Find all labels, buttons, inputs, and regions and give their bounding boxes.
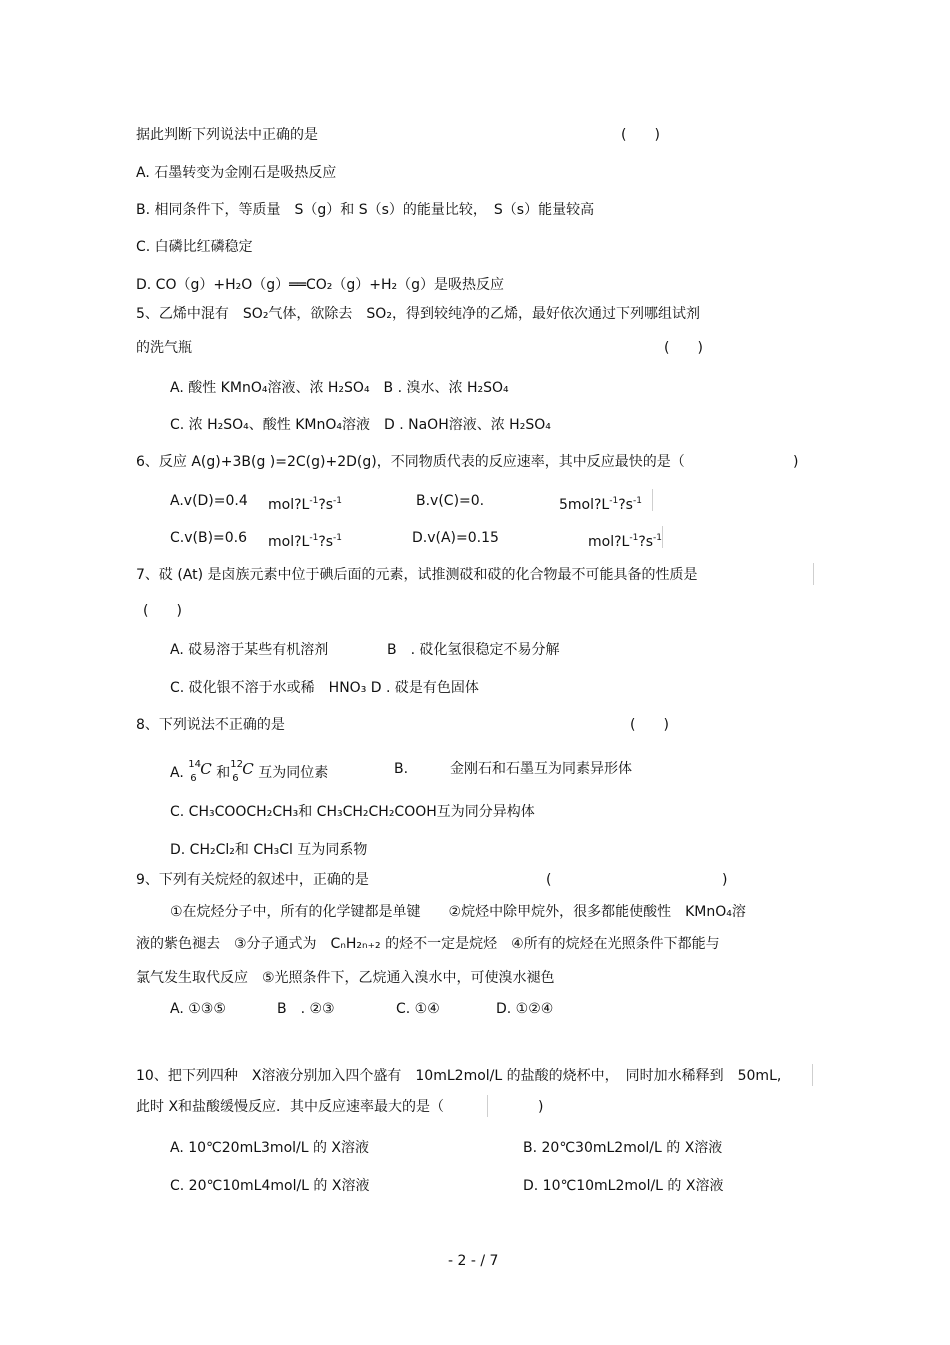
answer-paren: ( ): [664, 340, 703, 356]
answer-paren-close: ): [722, 872, 728, 888]
scan-divider: [652, 489, 653, 511]
option-c-label: C.v(B)=0.6: [170, 530, 248, 546]
option-d: D. CH₂Cl₂和 CH₃Cl 互为同系物: [170, 842, 368, 858]
option-a: A. 砹易溶于某些有机溶剂: [170, 642, 329, 658]
options-cd: C. 砹化银不溶于水或稀 HNO₃ D . 砹是有色固体: [170, 680, 479, 696]
option-b: B . ②③: [277, 1001, 335, 1017]
scan-divider: [662, 526, 663, 548]
statement-line: 液的紫色褪去 ③分子通式为 CₙH₂ₙ₊₂ 的烃不一定是烷烃 ④所有的烷烃在光照条件下都能与: [136, 936, 720, 952]
question-6-stem: 6、反应 A(g)+3B(g )=2C(g)+2D(g)，不同物质代表的反应速率，其中反应最快的是（: [136, 454, 685, 470]
isotope-c14: 14 6 C: [188, 759, 212, 784]
option-b-unit: $5mol?L^{-1}?s^{-1}$: [559, 496, 642, 513]
option-b-label: B.v(C)=0.: [416, 493, 485, 509]
option-b: B . 砹化氢很稳定不易分解: [387, 642, 560, 658]
isotope-c12: 12 6 C: [230, 759, 254, 784]
answer-paren-close: ): [793, 454, 799, 470]
statement-line: ①在烷烃分子中，所有的化学键都是单键 ②烷烃中除甲烷外，很多都能使酸性 KMnO₄溶: [170, 904, 746, 920]
question-stem: 据此判断下列说法中正确的是: [136, 127, 318, 143]
option-c: C. 白磷比红磷稳定: [136, 239, 253, 255]
question-7-stem: 7、砹 (At) 是卤族元素中位于碘后面的元素，试推测砹和砹的化合物最不可能具备的性质是: [136, 567, 698, 583]
answer-paren: ( ): [630, 717, 669, 733]
scan-divider: [813, 563, 814, 585]
option-b: B. 金刚石和石墨互为同素异形体: [394, 761, 633, 777]
page-number: - 2 - / 7: [448, 1253, 499, 1269]
option-b: B. 20℃30mL2mol/L 的 X溶液: [523, 1140, 723, 1156]
question-5-stem-cont: 的洗气瓶: [136, 340, 192, 356]
option-a-unit: $mol?L^{-1}?s^{-1}$: [268, 496, 343, 513]
option-a: A. 10℃20mL3mol/L 的 X溶液: [170, 1140, 370, 1156]
answer-paren-close: ): [538, 1099, 544, 1115]
option-c-unit: $mol?L^{-1}?s^{-1}$: [268, 533, 343, 550]
option-a: A. ①③⑤: [170, 1001, 226, 1017]
option-a: A. 石墨转变为金刚石是吸热反应: [136, 165, 337, 181]
scan-divider: [812, 1064, 813, 1086]
question-9-stem: 9、下列有关烷烃的叙述中，正确的是: [136, 872, 369, 888]
option-c: C. 20℃10mL4mol/L 的 X溶液: [170, 1178, 370, 1194]
answer-paren-open: (: [546, 872, 552, 888]
question-8-stem: 8、下列说法不正确的是: [136, 717, 285, 733]
question-10-stem-cont: 此时 X和盐酸缓慢反应．其中反应速率最大的是（: [136, 1099, 445, 1115]
scan-divider: [487, 1095, 488, 1117]
option-b: B. 相同条件下，等质量 S（g）和 S（s）的能量比较， S（s）能量较高: [136, 202, 595, 218]
option-d-label: D.v(A)=0.15: [412, 530, 499, 546]
option-c: C. CH₃COOCH₂CH₃和 CH₃CH₂CH₂COOH互为同分异构体: [170, 804, 535, 820]
option-d: D. 10℃10mL2mol/L 的 X溶液: [523, 1178, 724, 1194]
option-a-label: A.v(D)=0.4: [170, 493, 248, 509]
option-c: C. ①④: [396, 1001, 440, 1017]
option-d-unit: $mol?L^{-1}?s^{-1}$: [588, 533, 663, 550]
question-5-stem: 5、乙烯中混有 SO₂气体，欲除去 SO₂，得到较纯净的乙烯，最好依次通过下列哪组试剂: [136, 306, 700, 322]
answer-paren: ( ): [621, 127, 660, 143]
answer-paren: ( ): [143, 603, 182, 619]
option-d: D. CO（g）+H₂O（g）══CO₂（g）+H₂（g）是吸热反应: [136, 277, 505, 293]
statement-line: 氯气发生取代反应 ⑤光照条件下，乙烷通入溴水中，可使溴水褪色: [136, 970, 555, 986]
option-a: A. 14 6 C 和 12 6 C 互为同位素: [170, 759, 329, 784]
option-d: D. ①②④: [496, 1001, 554, 1017]
options-cd: C. 浓 H₂SO₄、酸性 KMnO₄溶液 D . NaOH溶液、浓 H₂SO₄: [170, 417, 551, 433]
question-10-stem: 10、把下列四种 X溶液分别加入四个盛有 10mL2mol/L 的盐酸的烧杯中， 同时加水稀释到 50mL,: [136, 1068, 782, 1084]
options-ab: A. 酸性 KMnO₄溶液、浓 H₂SO₄ B . 溴水、浓 H₂SO₄: [170, 380, 509, 396]
